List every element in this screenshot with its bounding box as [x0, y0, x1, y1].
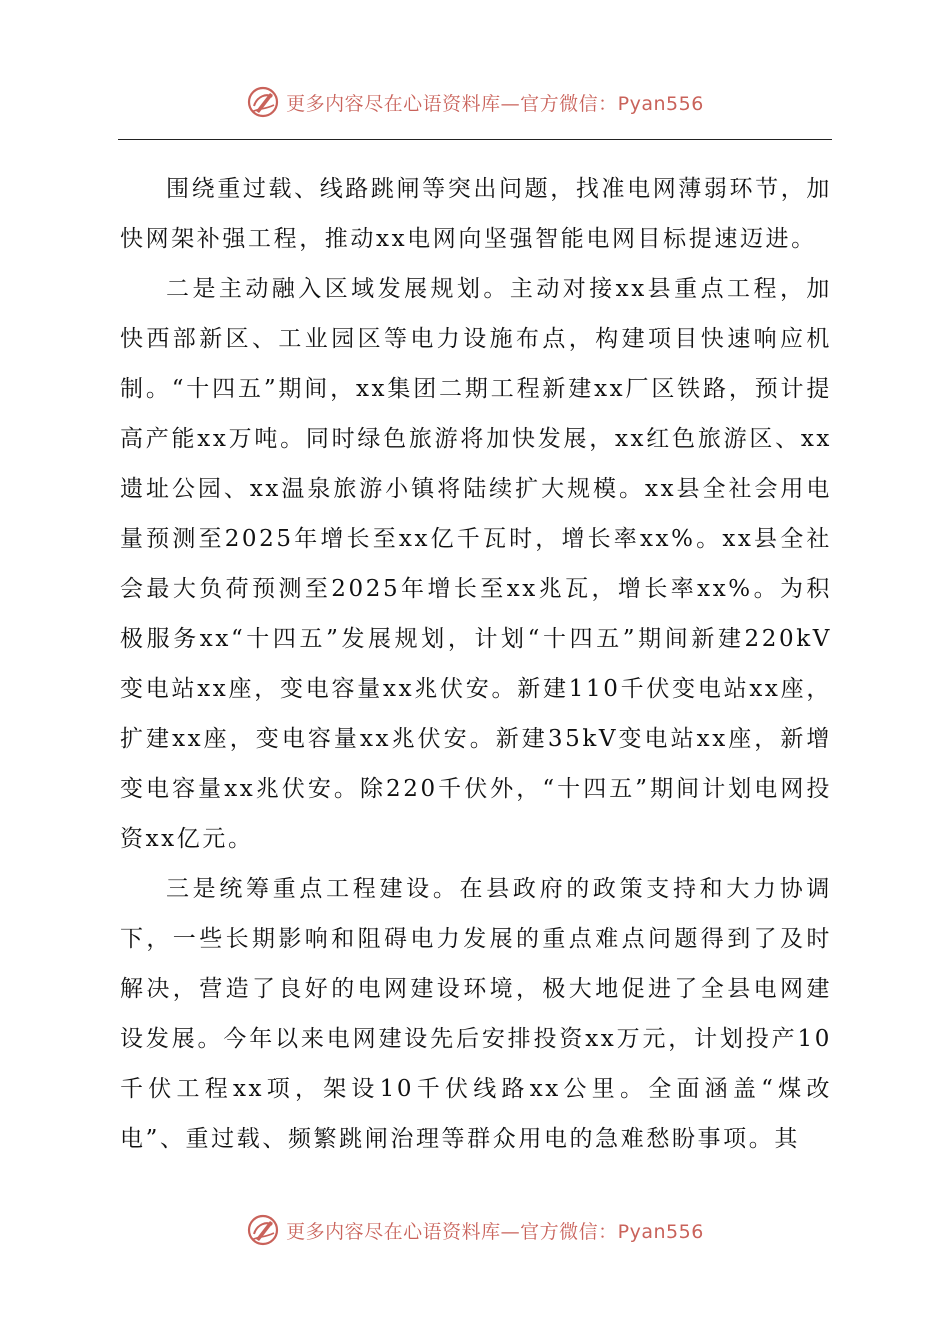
header-banner-text: 更多内容尽在心语资料库—官方微信：Pyan556 — [286, 92, 704, 115]
document-body — [120, 164, 832, 1164]
footer-wechat-id: Pyan556 — [617, 1220, 704, 1243]
header-divider — [118, 139, 832, 140]
footer-banner — [0, 1210, 950, 1250]
pen-swirl-logo-icon — [246, 1213, 280, 1247]
paragraph-1: 围绕重过载、线路跳闸等突出问题，找准电网薄弱环节，加快网架补强工程，推动xx电网向坚强智能电网目标提速迈进。 — [120, 176, 832, 252]
paragraph-2: 二是主动融入区域发展规划。主动对接xx县重点工程，加快西部新区、工业园区等电力设施布点，构建项目快速响应机制。“十四五”期间，xx集团二期工程新建xx厂区铁路，预计提高产能xx万吨。同时绿色旅游将加快发展，xx红色旅游区、xx遗址公园、xx温泉旅游小镇将陆续扩大规模。xx县全社会用电量预测至2025年增长至xx亿千瓦时，增长率xx%。xx县全社会最大负荷预测至2025年增长至xx兆瓦，增长率xx%。为积极服务xx“十四五”发展规划，计划“十四五”期间新建220kV变电站xx座，变电容量xx兆伏安。新建110千伏变电站xx座，扩建xx座，变电容量xx兆伏安。新建35kV变电站xx座，新增变电容量xx兆伏安。除220千伏外，“十四五”期间计划电网投资xx亿元。 — [120, 276, 832, 852]
header-wechat-id: Pyan556 — [617, 92, 704, 115]
paragraph-3: 三是统筹重点工程建设。在县政府的政策支持和大力协调下，一些长期影响和阻碍电力发展的重点难点问题得到了及时解决，营造了良好的电网建设环境，极大地促进了全县电网建设发展。今年以来电网建设先后安排投资xx万元，计划投产10千伏工程xx项，架设10千伏线路xx公里。全面涵盖“煤改电”、重过载、频繁跳闸治理等群众用电的急难愁盼事项。其 — [120, 876, 832, 1152]
pen-swirl-logo-icon — [246, 85, 280, 119]
footer-banner-text: 更多内容尽在心语资料库—官方微信：Pyan556 — [286, 1220, 704, 1243]
header-banner — [0, 82, 950, 122]
